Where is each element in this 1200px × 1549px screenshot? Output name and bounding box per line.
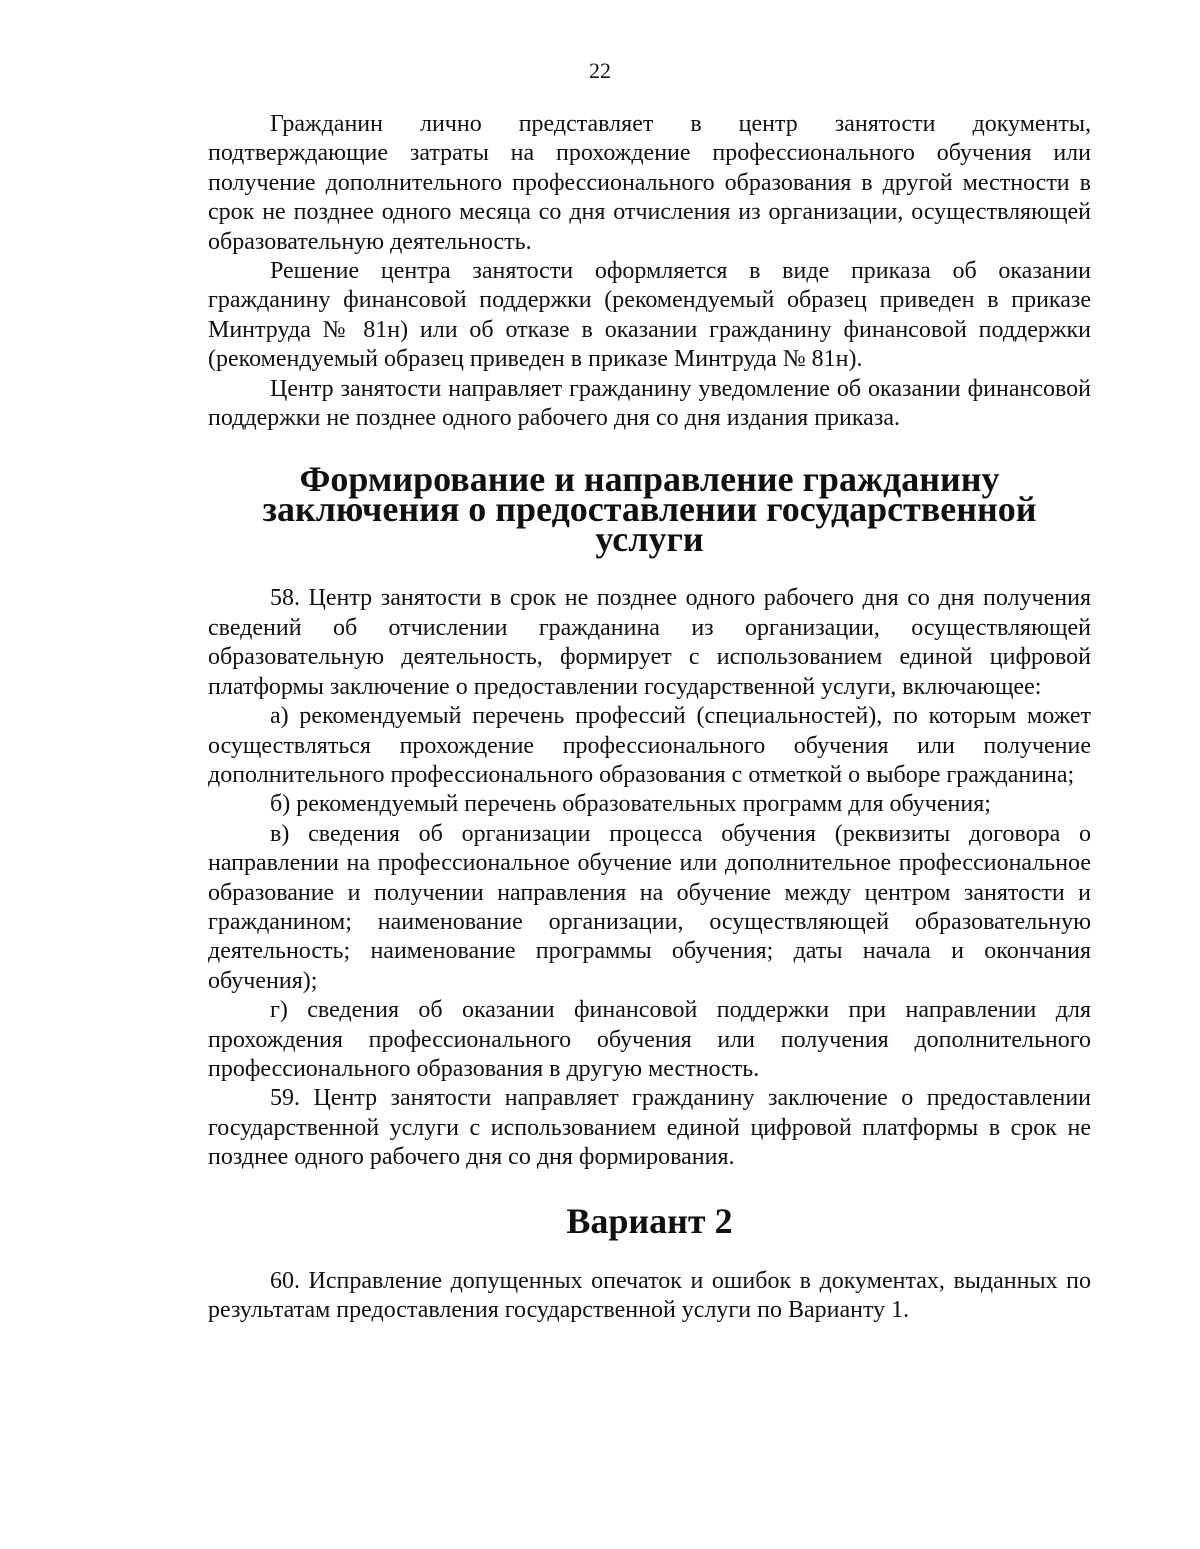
paragraph-58: 58. Центр занятости в срок не позднее одного рабочего дня со дня получения сведений об отчислении гражданина из организации, осуществляющей образовательную деятельность, формирует с использованием единой цифровой платформы заключение о предоставлении государственной услуги, включающее: (208, 585, 1091, 700)
paragraph-59: 59. Центр занятости направляет гражданину заключение о предоставлении государственной услуги с использованием единой цифровой платформы в срок не позднее одного рабочего дня со дня формирования. (208, 1085, 1091, 1171)
section-heading-variant-2: Вариант 2 (566, 1200, 733, 1241)
page-number: 22 (589, 58, 611, 83)
list-item-g: г) сведения об оказании финансовой поддержки при направлении для прохождения профессионального обучения или получения дополнительного профессионального образования в другую местность. (208, 997, 1091, 1082)
paragraph-notification: Центр занятости направляет гражданину уведомление об оказании финансовой поддержки не позднее одного рабочего дня со дня издания приказа. (208, 375, 1091, 432)
section-heading-conclusion: Формирование и направление гражданину заключения о предоставлении государственной услуги (262, 459, 1037, 560)
list-item-v: в) сведения об организации процесса обучения (реквизиты договора о направлении на профессиональное обучение или дополнительное профессиональное образование и получении направления на обучение между центром занятости и гражданином; наименование организации, осуществляющей образовательную деятельность; наименование программы обучения; даты начала и окончания обучения); (208, 820, 1091, 994)
paragraph-documents-submission: Гражданин лично представляет в центр занятости документы, подтверждающие затраты на прохождение профессионального обучения или получение дополнительного профессионального образования в другой местности в срок не позднее одного месяца со дня отчисления из организации, осуществляющей образовательную деятельность. (208, 111, 1091, 255)
paragraph-60: 60. Исправление допущенных опечаток и ошибок в документах, выданных по результатам предоставления государственной услуги по Варианту 1. (208, 1267, 1091, 1323)
list-item-b: б) рекомендуемый перечень образовательных программ для обучения; (270, 791, 991, 818)
paragraph-center-decision: Решение центра занятости оформляется в виде приказа об оказании гражданину финансовой поддержки (рекомендуемый образец приведен в приказе Минтруда № 81н) или об отказе в оказании гражданину финансовой поддержки (рекомендуемый образец приведен в приказе Минтруда № 81н). (208, 258, 1091, 373)
list-item-a: а) рекомендуемый перечень профессий (специальностей), по которым может осуществляться прохождение профессионального обучения или получение дополнительного профессионального образования с отметкой о выборе гражданина; (208, 703, 1091, 788)
document-body (208, 110, 1091, 1325)
